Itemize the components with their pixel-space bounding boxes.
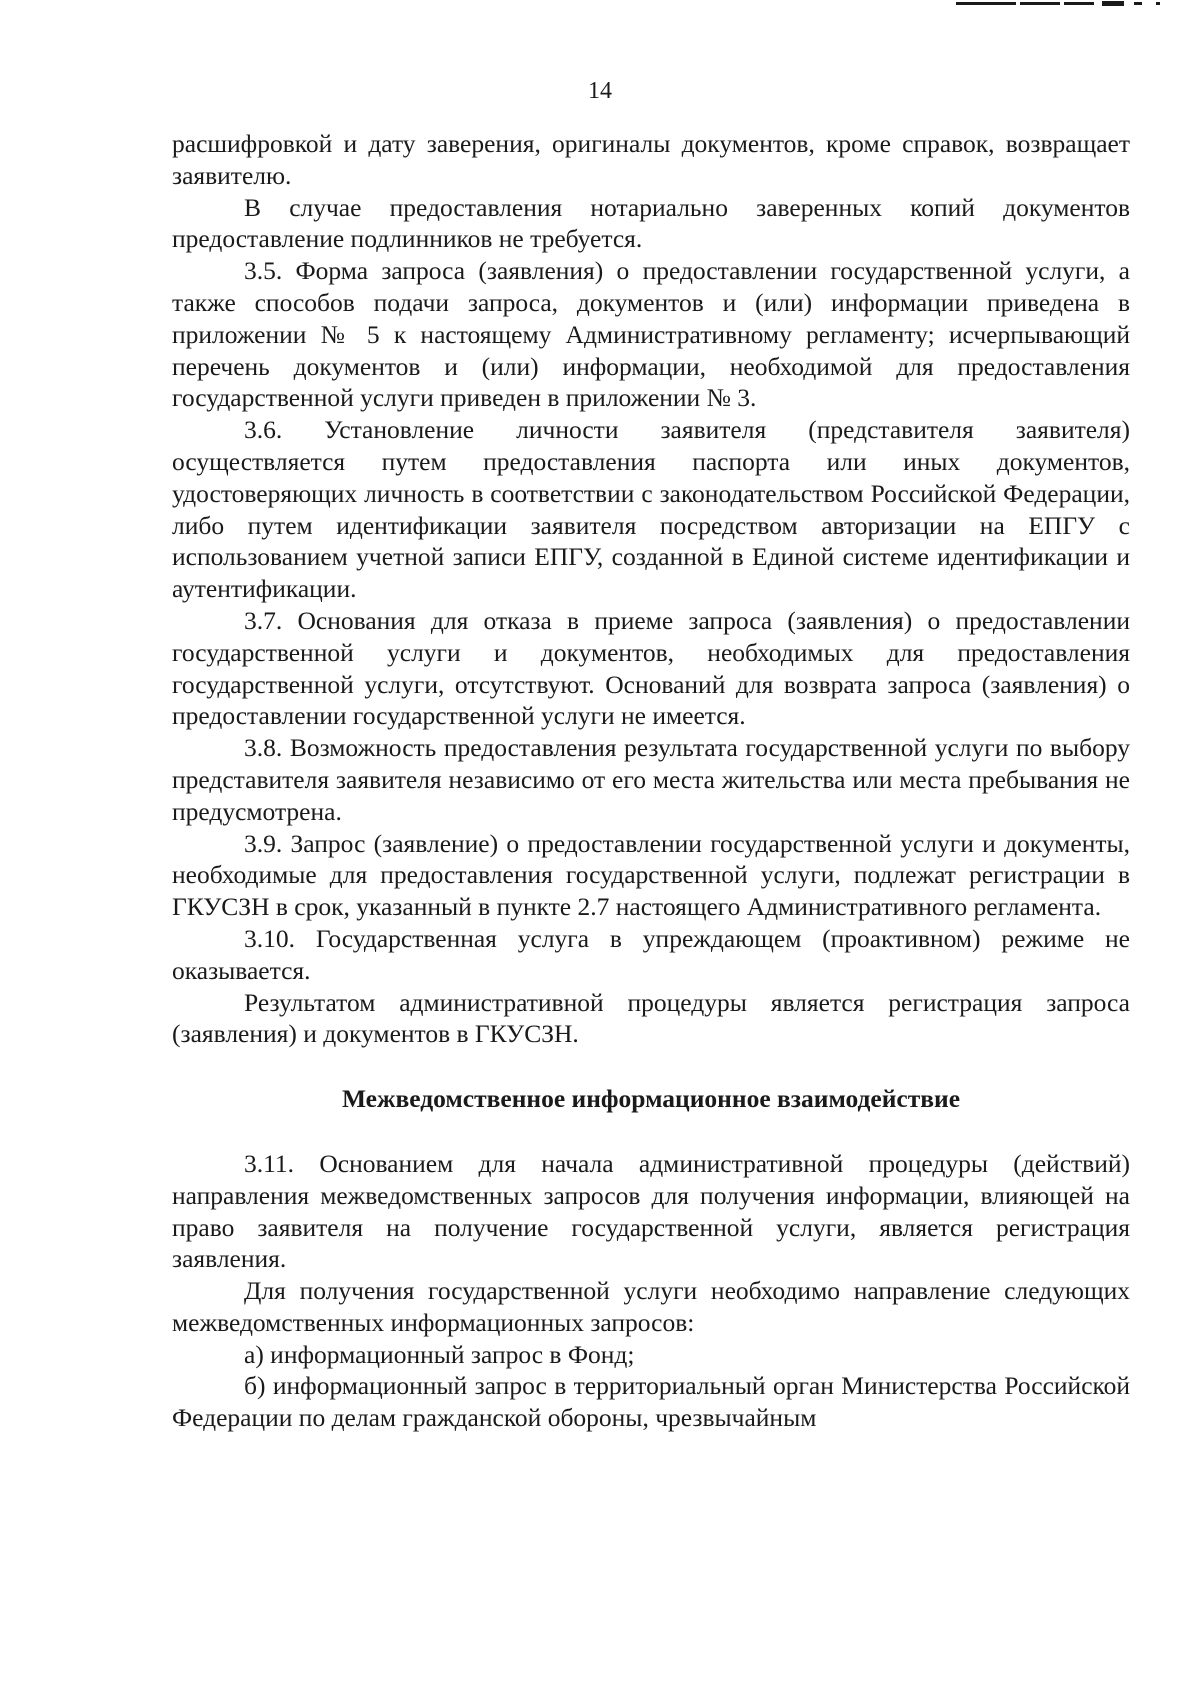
paragraph: а) информационный запрос в Фонд; xyxy=(244,1339,635,1369)
paragraph: 3.11. Основанием для начала административной процедуры (действий) направления межведомственных запросов для получения информации, влияющей на право заявителя на получение государственной услуги, является регистрация заявления. xyxy=(172,1148,1130,1274)
paragraph: 3.6. Установление личности заявителя (представителя заявителя) осуществляется путем предоставления паспорта или иных документов, удостоверяющих личность в соответствии с законодательством Российской Федерации, либо путем идентификации заявителя посредством авторизации на ЕПГУ с использованием учетной записи ЕПГУ, созданной в Единой системе идентификации и аутентификации. xyxy=(172,415,1130,604)
scan-artifact xyxy=(956,0,1166,8)
paragraph: 3.9. Запрос (заявление) о предоставлении государственной услуги и документы, необходимые для предоставления государственной услуги, подлежат регистрации в ГКУСЗН в срок, указанный в пункте 2.7 настоящего Административного регламента. xyxy=(172,828,1130,922)
paragraph: 3.8. Возможность предоставления результата государственной услуги по выбору представителя заявителя независимо от его места жительства или места пребывания не предусмотрена. xyxy=(172,733,1130,826)
paragraph: Для получения государственной услуги необходимо направление следующих межведомственных информационных запросов: xyxy=(172,1276,1130,1337)
paragraph: 3.7. Основания для отказа в приеме запроса (заявления) о предоставлении государственной услуги и документов, необходимых для предоставления государственной услуги, отсутствуют. Оснований для возврата запроса (заявления) о предоставлении государственной услуги не имеется. xyxy=(172,605,1130,731)
paragraphs-before xyxy=(172,128,1130,1050)
paragraph: расшифровкой и дату заверения, оригиналы документов, кроме справок, возвращает заявителю. xyxy=(172,129,1130,190)
paragraph: В случае предоставления нотариально заверенных копий документов предоставление подлинников не требуется. xyxy=(172,192,1130,254)
paragraph: 3.5. Форма запроса (заявления) о предоставлении государственной услуги, а также способов подачи запроса, документов и (или) информации приведена в приложении № 5 к настоящему Административному регламенту; исчерпывающий перечень документов и (или) информации, необходимой для предоставления государственной услуги приведен в приложении № 3. xyxy=(172,256,1130,413)
section-heading: Межведомственное информационное взаимодействие xyxy=(341,1084,961,1114)
document-body xyxy=(172,128,1130,1434)
paragraph: 3.10. Государственная услуга в упреждающем (проактивном) режиме не оказывается. xyxy=(172,923,1130,985)
paragraphs-after xyxy=(172,1148,1130,1434)
paragraph: б) информационный запрос в территориальный орган Министерства Российской Федерации по делам гражданской обороны, чрезвычайным xyxy=(172,1371,1130,1433)
page-number: 14 xyxy=(588,78,612,104)
paragraph: Результатом административной процедуры является регистрация запроса (заявления) и документов в ГКУСЗН. xyxy=(172,987,1130,1049)
